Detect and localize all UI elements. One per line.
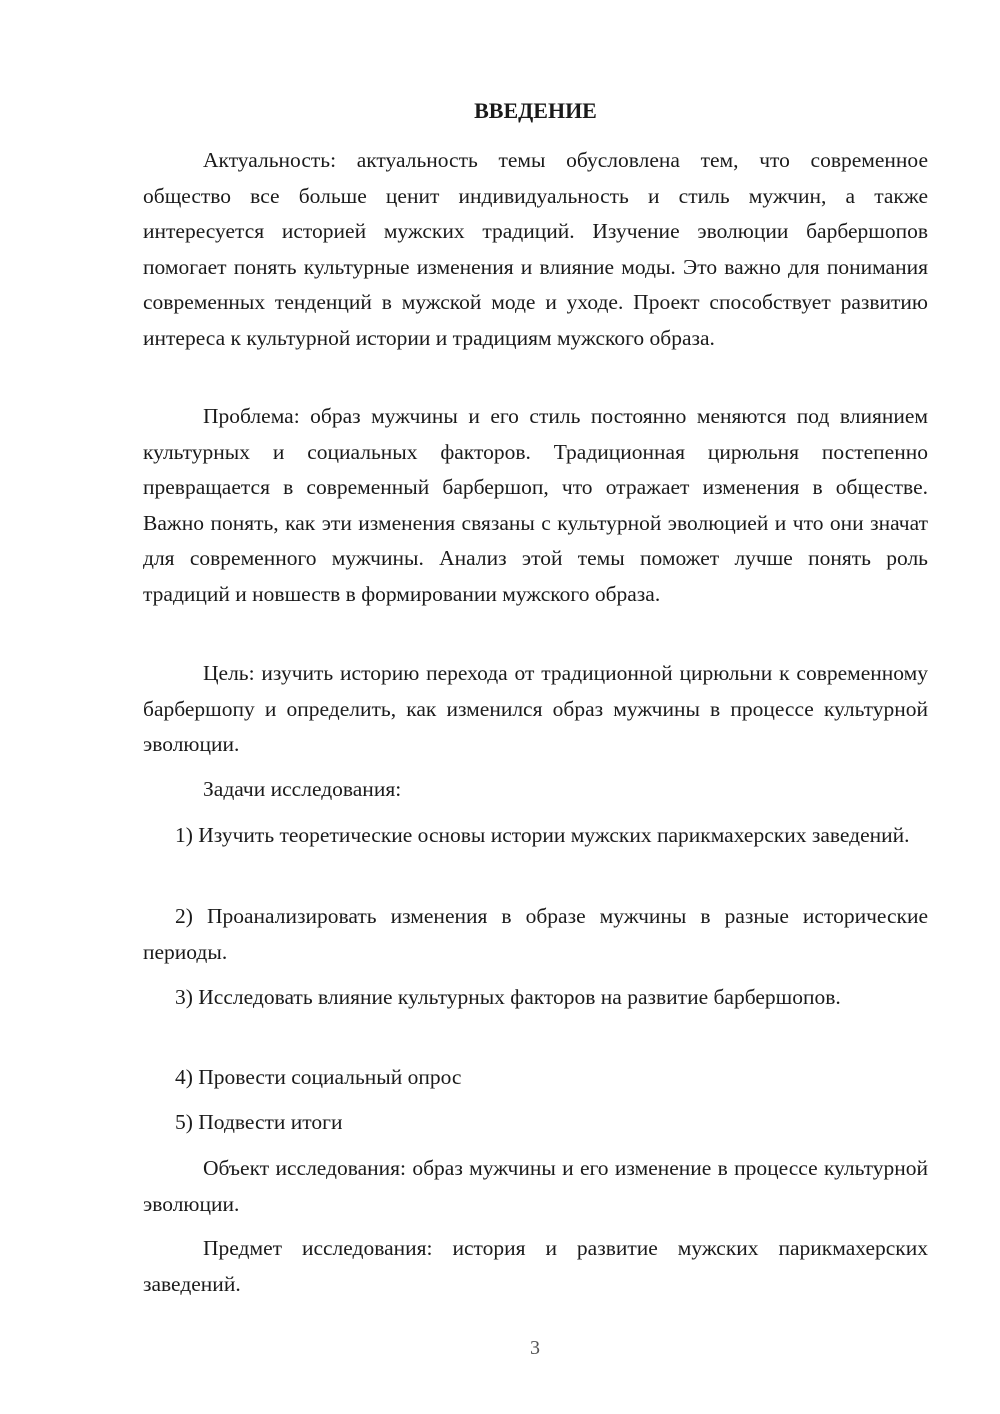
page-number: 3: [530, 1337, 540, 1359]
task-item-5: 5) Подвести итоги: [175, 1110, 343, 1134]
paragraph-subject: Предмет исследования: история и развитие мужских парикмахерских заведений.: [143, 1236, 928, 1296]
task-item-3: 3) Исследовать влияние культурных факторов на развитие барбершопов.: [175, 985, 841, 1009]
paragraph-actuality: Актуальность: актуальность темы обусловлена тем, что современное общество все больше ценит индивидуальность и стиль мужчин, а также интересуется историей мужских традиций. Изучение эволюции барбершопов помогает понять культурные изменения и влияние моды. Это важно для понимания современных тенденций в мужской моде и уходе. Проект способствует развитию интереса к культурной истории и традициям мужского образа.: [143, 148, 928, 350]
section-heading: ВВЕДЕНИЕ: [474, 98, 597, 123]
task-item-1: 1) Изучить теоретические основы истории мужских парикмахерских заведений.: [175, 823, 910, 847]
paragraph-goal: Цель: изучить историю перехода от традиционной цирюльни к современному барбершопу и определить, как изменился образ мужчины в процессе культурной эволюции.: [143, 661, 928, 756]
paragraph-problem: Проблема: образ мужчины и его стиль постоянно меняются под влиянием культурных и социальных факторов. Традиционная цирюльня постепенно превращается в современный барбершоп, что отражает изменения в обществе. Важно понять, как эти изменения связаны с культурной эволюцией и что они значат для современного мужчины. Анализ этой темы поможет лучше понять роль традиций и новшеств в формировании мужского образа.: [143, 404, 928, 606]
tasks-heading: Задачи исследования:: [203, 777, 402, 801]
task-item-4: 4) Провести социальный опрос: [175, 1065, 462, 1089]
task-item-2: 2) Проанализировать изменения в образе мужчины в разные исторические периоды.: [143, 904, 928, 964]
paragraph-object: Объект исследования: образ мужчины и его изменение в процессе культурной эволюции.: [143, 1156, 928, 1216]
